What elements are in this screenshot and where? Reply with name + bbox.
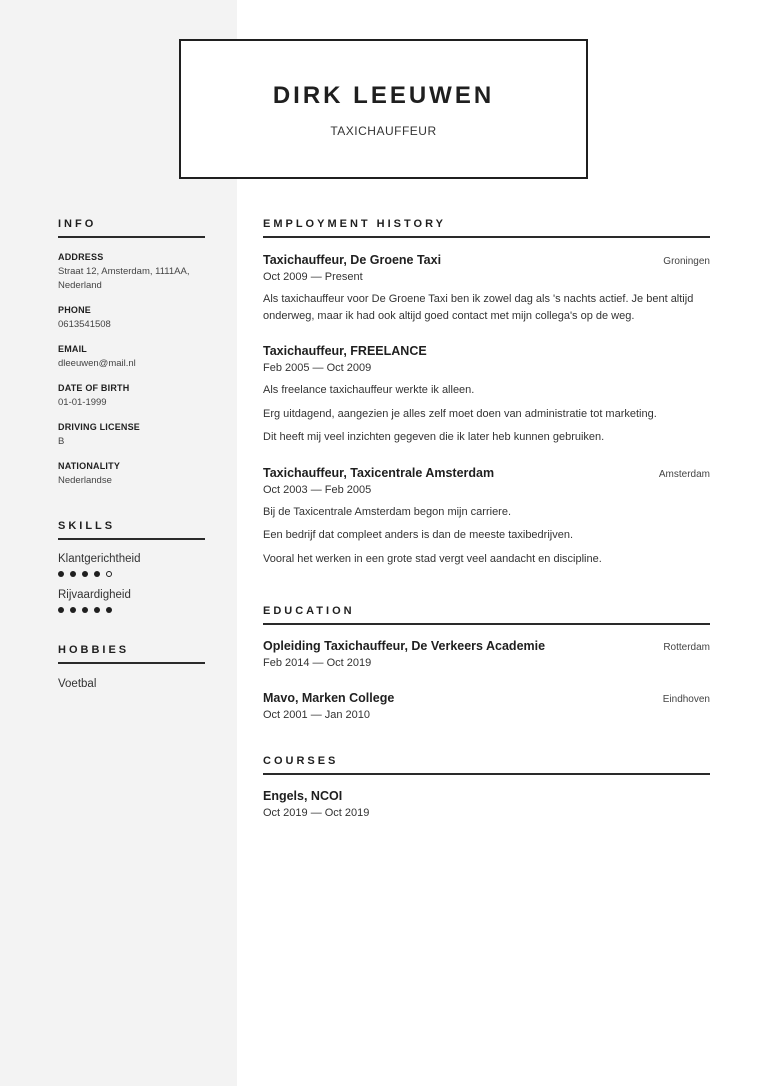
skill-dot-filled bbox=[82, 571, 88, 577]
entry-title: Opleiding Taxichauffeur, De Verkeers Academie bbox=[263, 639, 546, 653]
employment-item bbox=[263, 466, 710, 568]
info-email bbox=[58, 344, 205, 371]
entry-location: Eindhoven bbox=[662, 694, 710, 705]
entry-location: Amsterdam bbox=[658, 468, 710, 480]
info-value: dleeuwen@mail.nl bbox=[58, 358, 136, 369]
entry-title: Taxichauffeur, De Groene Taxi bbox=[263, 253, 442, 267]
employment-item bbox=[263, 344, 710, 446]
course-item bbox=[263, 789, 710, 819]
info-value: 01-01-1999 bbox=[58, 397, 107, 408]
info-value: Nederlandse bbox=[58, 475, 112, 486]
info-phone bbox=[58, 305, 205, 332]
skill-dot-filled bbox=[106, 607, 112, 613]
employment-heading: EMPLOYMENT HISTORY bbox=[263, 218, 710, 238]
info-label: EMAIL bbox=[58, 344, 87, 354]
courses-heading: COURSES bbox=[263, 755, 710, 775]
entry-description: Vooral het werken in een grote stad vergt veel aandacht en discipline. bbox=[263, 552, 602, 565]
employment-item bbox=[263, 253, 710, 324]
courses-section bbox=[263, 755, 710, 819]
info-label: DATE OF BIRTH bbox=[58, 383, 130, 393]
education-item bbox=[263, 639, 710, 669]
entry-description: Als taxichauffeur voor De Groene Taxi ben ik zowel dag als 's nachts actief. Je bent altijd onderweg, maar ik had ook altijd goed contact met mijn collega's op de weg. bbox=[263, 293, 694, 322]
skill-dot-filled bbox=[94, 571, 100, 577]
entry-dates: Oct 2009 — Present bbox=[263, 271, 363, 283]
skill-item bbox=[58, 589, 205, 613]
info-label: PHONE bbox=[58, 305, 92, 315]
skill-level bbox=[58, 571, 205, 577]
skills-section bbox=[58, 520, 205, 613]
skill-dot-filled bbox=[58, 607, 64, 613]
info-value: Straat 12, Amsterdam, 1111AA, Nederland bbox=[58, 266, 190, 291]
info-label: NATIONALITY bbox=[58, 461, 121, 471]
skill-dot-filled bbox=[70, 571, 76, 577]
education-section bbox=[263, 605, 710, 721]
entry-description: Erg uitdagend, aangezien je alles zelf moet doen van administratie tot marketing. bbox=[263, 407, 657, 420]
entry-location: Groningen bbox=[663, 256, 710, 267]
entry-description: Een bedrijf dat compleet anders is dan de meeste taxibedrijven. bbox=[263, 529, 574, 541]
entry-title: Taxichauffeur, FREELANCE bbox=[263, 344, 427, 358]
employment-section bbox=[263, 218, 710, 567]
skill-dot-filled bbox=[70, 607, 76, 613]
entry-dates: Oct 2019 — Oct 2019 bbox=[263, 807, 370, 819]
skill-dot-filled bbox=[82, 607, 88, 613]
skills-heading: SKILLS bbox=[58, 520, 205, 540]
skill-name: Klantgerichtheid bbox=[58, 553, 141, 565]
name-header bbox=[179, 39, 588, 179]
skill-level bbox=[58, 607, 205, 613]
hobbies-section bbox=[58, 644, 205, 690]
info-label: DRIVING LICENSE bbox=[58, 422, 141, 432]
full-name: DIRK LEEUWEN bbox=[272, 82, 495, 109]
entry-description: Dit heeft mij veel inzichten gegeven die ik later heb kunnen gebruiken. bbox=[263, 431, 605, 443]
entry-title: Engels, NCOI bbox=[263, 789, 343, 803]
skill-dot-filled bbox=[58, 571, 64, 577]
info-address bbox=[58, 252, 205, 293]
skill-name: Rijvaardigheid bbox=[58, 589, 131, 601]
entry-dates: Feb 2005 — Oct 2009 bbox=[263, 362, 372, 374]
entry-dates: Feb 2014 — Oct 2019 bbox=[263, 657, 372, 669]
entry-description: Als freelance taxichauffeur werkte ik alleen. bbox=[263, 384, 475, 396]
skill-item bbox=[58, 553, 205, 577]
skill-dot-filled bbox=[94, 607, 100, 613]
info-value: B bbox=[58, 436, 65, 447]
entry-title: Mavo, Marken College bbox=[263, 691, 395, 705]
entry-dates: Oct 2003 — Feb 2005 bbox=[263, 483, 372, 496]
entry-dates: Oct 2001 — Jan 2010 bbox=[263, 709, 371, 721]
info-heading: INFO bbox=[58, 218, 205, 238]
hobbies-heading: HOBBIES bbox=[58, 644, 205, 664]
skill-dot-empty bbox=[106, 571, 112, 577]
info-label: ADDRESS bbox=[58, 252, 104, 262]
hobby-item: Voetbal bbox=[58, 678, 97, 690]
info-nationality bbox=[58, 461, 205, 488]
entry-title: Taxichauffeur, Taxicentrale Amsterdam bbox=[263, 465, 495, 480]
education-item bbox=[263, 691, 710, 721]
entry-description: Bij de Taxicentrale Amsterdam begon mijn carriere. bbox=[263, 505, 512, 518]
info-date-of-birth bbox=[58, 383, 205, 410]
job-title: TAXICHAUFFEUR bbox=[330, 124, 437, 138]
info-value: 0613541508 bbox=[58, 319, 111, 330]
info-section bbox=[58, 218, 205, 488]
entry-location: Rotterdam bbox=[663, 642, 710, 653]
info-driving-license bbox=[58, 422, 205, 449]
education-heading: EDUCATION bbox=[263, 605, 710, 625]
